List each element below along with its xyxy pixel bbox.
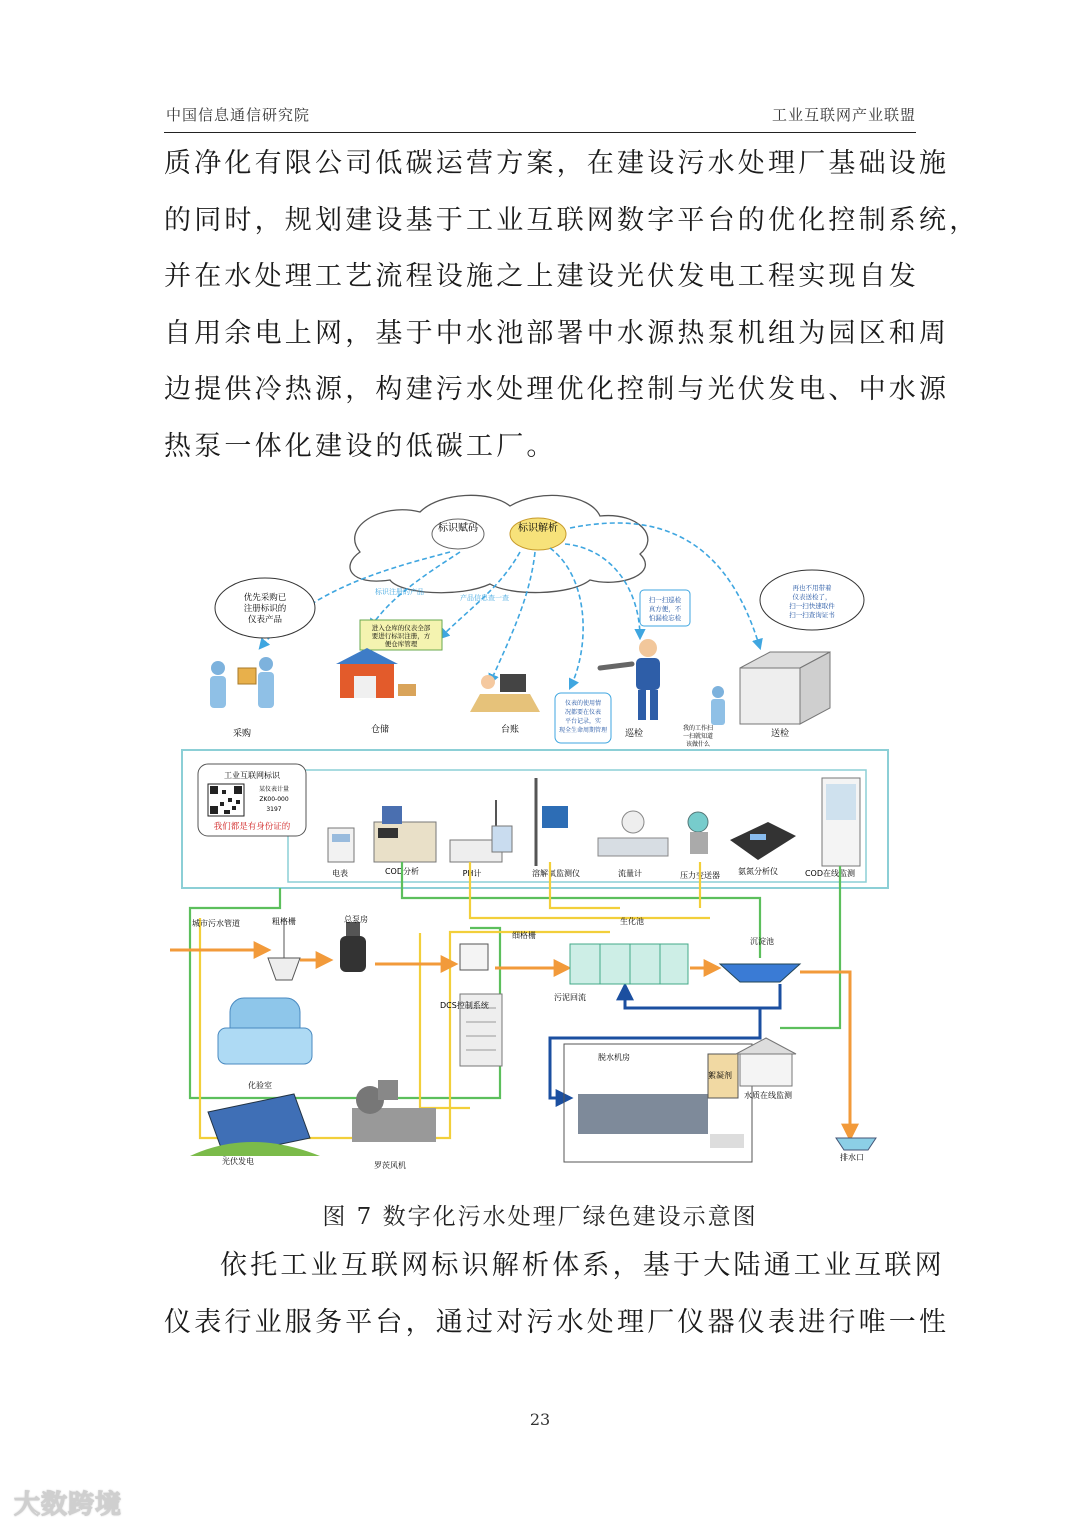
process-label: 脱水机房 xyxy=(598,1053,630,1062)
id-card-line1: 某仪表计量 xyxy=(258,786,290,793)
svg-text:仪表产品: 仪表产品 xyxy=(247,615,283,625)
warehouse-icon xyxy=(336,648,416,698)
svg-text:平台记录，实: 平台记录，实 xyxy=(564,718,602,725)
ph-meter-icon xyxy=(450,800,512,862)
paragraph-line: 依托工业互联网标识解析体系，基于大陆通工业互联网 xyxy=(220,1250,945,1281)
pressure-transmitter-icon xyxy=(688,812,708,854)
paragraph-line: 自用余电上网，基于中水池部署中水源热泵机组为园区和周 xyxy=(164,317,950,349)
fine-screen-icon xyxy=(460,944,488,970)
purchase-people-icon xyxy=(210,657,274,708)
process-label: 罗茨风机 xyxy=(374,1161,406,1170)
id-card-line2: ZK00-000 xyxy=(259,796,289,803)
cloud-node-encode xyxy=(432,519,484,549)
cloud-node-resolve-label: 标识解析 xyxy=(518,523,558,534)
process-label: 生化池 xyxy=(620,917,644,926)
id-card-slogan: 我们都是有身份证的 xyxy=(213,822,291,832)
figure-caption: 图 7 数字化污水处理厂绿色建设示意图 xyxy=(322,1204,758,1230)
svg-text:我的工作扫: 我的工作扫 xyxy=(682,725,714,732)
instrument-label: PH计 xyxy=(462,869,482,878)
main-pump-icon xyxy=(340,922,366,972)
cloud-shape xyxy=(350,495,648,592)
svg-text:进入仓库的仪表全部: 进入仓库的仪表全部 xyxy=(371,624,431,632)
instrument-label: 溶解氧监测仪 xyxy=(532,869,580,878)
wastewater-plant-figure xyxy=(170,488,900,1180)
instrument-label: COD分析 xyxy=(384,867,420,876)
svg-text:该做什么: 该做什么 xyxy=(685,741,711,748)
stage-label-ledger: 台账 xyxy=(500,725,520,735)
cloud-node-encode-label: 标识赋码 xyxy=(438,523,478,534)
calibration-lab-icon xyxy=(711,652,830,725)
svg-text:扫一扫快速取件: 扫一扫快速取件 xyxy=(789,602,835,610)
process-label: 污泥回流 xyxy=(554,993,586,1002)
instrument-label: 氨氮分析仪 xyxy=(738,867,778,876)
lab-building-icon xyxy=(218,998,312,1064)
paragraph-line: 的同时，规划建设基于工业互联网数字平台的优化控制系统， xyxy=(164,204,980,236)
svg-text:一扫就知道: 一扫就知道 xyxy=(682,733,714,740)
watermark: 大数跨境 xyxy=(14,1490,123,1520)
paragraph-line: 边提供冷热源，构建污水处理优化控制与光伏发电、中水源 xyxy=(164,374,950,405)
id-card-title: 工业互联网标识 xyxy=(224,771,280,780)
process-label: 化验室 xyxy=(248,1081,272,1090)
stage-label-purchase: 采购 xyxy=(232,729,252,739)
cod-online-monitor-icon xyxy=(822,778,860,866)
instrument-label: 流量计 xyxy=(618,869,642,878)
ledger-desk-icon xyxy=(470,674,540,712)
svg-text:要进行标识注册，方: 要进行标识注册，方 xyxy=(371,632,431,640)
cod-analyzer-icon xyxy=(374,806,436,862)
bubble-ledger xyxy=(555,693,611,743)
process-label: 总泵房 xyxy=(344,915,368,924)
svg-text:仪表送检了，: 仪表送检了， xyxy=(792,593,832,601)
process-label: 城市污水管道 xyxy=(192,919,240,928)
svg-text:仪表的使用情: 仪表的使用情 xyxy=(564,700,602,707)
dewatering-room xyxy=(564,1044,752,1162)
process-label: 细格栅 xyxy=(512,931,536,940)
header-alliance: 工业互联网产业联盟 xyxy=(771,106,916,124)
svg-text:优先采购已: 优先采购已 xyxy=(243,593,287,603)
header-institution: 中国信息通信研究院 xyxy=(166,106,311,124)
instrument-label: 压力变送器 xyxy=(680,871,720,880)
roots-blower-icon xyxy=(352,1080,436,1142)
bubble-calibrate xyxy=(760,570,864,630)
outfall-icon xyxy=(836,1138,876,1150)
svg-text:再也不用带着: 再也不用带着 xyxy=(792,584,832,592)
bubble-worker xyxy=(683,724,713,748)
electric-meter-icon xyxy=(328,828,354,862)
process-label: 絮凝剂 xyxy=(708,1071,732,1080)
bubble-warehouse xyxy=(360,620,442,650)
coarse-screen-icon xyxy=(268,918,300,980)
process-label: DCS控制系统 xyxy=(440,1001,489,1010)
svg-text:现全生命周期管理: 现全生命周期管理 xyxy=(558,727,608,734)
process-label: 粗格栅 xyxy=(272,917,296,926)
arrow-label: 标识注册的产品 xyxy=(375,588,424,596)
paragraph-line: 并在水处理工艺流程设施之上建设光伏发电工程实现自发 xyxy=(164,261,919,292)
bubble-inspect xyxy=(640,590,690,626)
svg-text:扫一扫巡检: 扫一扫巡检 xyxy=(648,596,682,604)
svg-text:况都要在仪表: 况都要在仪表 xyxy=(564,709,602,716)
arrow-label: 产品信息查一查 xyxy=(460,594,509,602)
stage-label-calibrate: 送检 xyxy=(770,729,790,739)
stage-label-inspect: 巡检 xyxy=(624,729,644,739)
process-label: 沉淀池 xyxy=(750,937,774,946)
id-card-line3: 3197 xyxy=(266,806,282,813)
identity-card xyxy=(198,764,306,836)
bubble-purchase xyxy=(215,578,315,638)
cloud-node-resolve xyxy=(510,518,566,550)
process-label: 水质在线监测 xyxy=(744,1091,792,1100)
svg-text:便仓库管理: 便仓库管理 xyxy=(384,640,418,648)
paragraph-1 xyxy=(164,136,980,475)
bio-tank-icon xyxy=(570,944,688,984)
header-rule xyxy=(164,132,916,133)
solar-panel-icon xyxy=(190,1094,320,1156)
svg-text:真方便，不: 真方便，不 xyxy=(648,605,682,613)
water-quality-hut-icon xyxy=(736,1038,796,1086)
instrument-label: 电表 xyxy=(332,869,348,878)
paragraph-line: 质净化有限公司低碳运营方案，在建设污水处理厂基础设施 xyxy=(164,148,950,179)
svg-text:怕漏检忘检: 怕漏检忘检 xyxy=(648,614,682,622)
instrument-label: COD在线监测 xyxy=(804,869,856,878)
flowmeter-icon xyxy=(598,811,668,856)
paragraph-line: 仪表行业服务平台，通过对污水处理厂仪器仪表进行唯一性 xyxy=(164,1306,950,1338)
settling-tank-icon xyxy=(720,964,800,982)
process-label: 排水口 xyxy=(840,1153,864,1162)
stage-label-warehouse: 仓储 xyxy=(370,725,390,735)
svg-text:注册标识的: 注册标识的 xyxy=(243,604,287,614)
page-number: 23 xyxy=(529,1410,551,1429)
svg-text:扫一扫查询证书: 扫一扫查询证书 xyxy=(789,611,835,619)
do-monitor-icon xyxy=(536,778,568,866)
paragraph-line: 热泵一体化建设的低碳工厂。 xyxy=(164,430,557,462)
paragraph-2 xyxy=(164,1238,950,1351)
process-label: 光伏发电 xyxy=(222,1157,254,1166)
ammonia-analyzer-icon xyxy=(730,822,796,860)
